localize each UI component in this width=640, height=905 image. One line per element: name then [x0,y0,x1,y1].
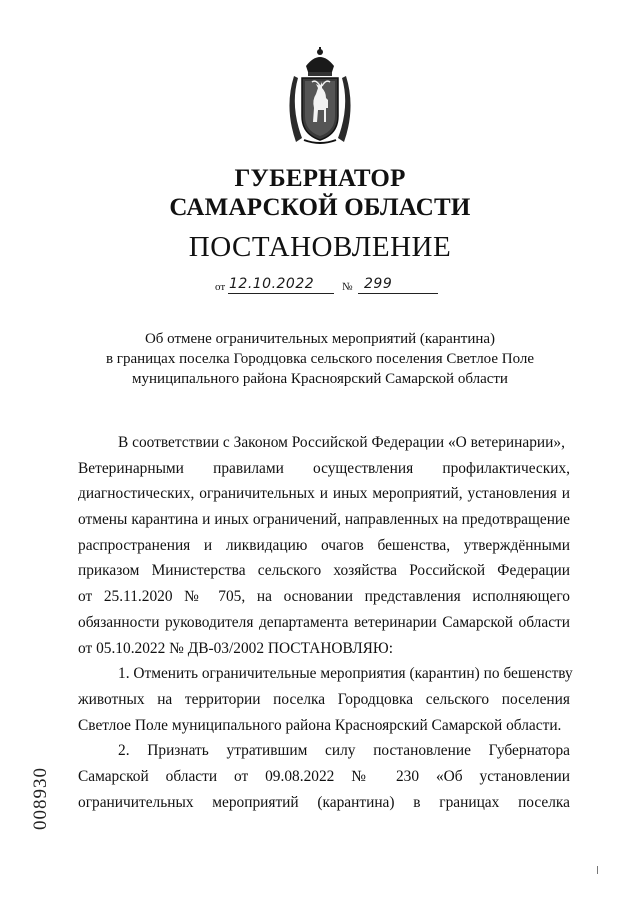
body-line: Светлое Поле муниципального района Красноярский Самарской области. [78,716,562,734]
body-line: обязанности руководителя департамента ветеринарии Самарской области [78,613,570,631]
coat-of-arms-emblem [282,46,358,146]
number-value: 299 [364,276,393,292]
body-line: от 05.10.2022 № ДВ-03/2002 ПОСТАНОВЛЯЮ: [78,639,394,657]
subject-line: в границах поселка Городцовка сельского поселения Светлое Поле [105,351,535,367]
document-type-title: ПОСТАНОВЛЕНИЕ [188,231,452,263]
body-line: Ветеринарными правилами осуществления профилактических, [78,459,570,477]
document-body [78,430,573,815]
body-line: животных на территории поселка Городцовка сельского поселения [78,690,570,708]
body-line: диагностических, ограничительных и иных мероприятий, установления и [78,485,570,503]
number-underline [358,293,438,294]
body-line: отмены карантина и иных ограничений, направленных на предотвращение [78,511,570,529]
body-line: В соответствии с Законом Российской Федерации «О ветеринарии», [118,434,565,451]
authority-title-line1: ГУБЕРНАТОР [234,165,406,192]
date-underline [228,293,334,294]
body-line: от 25.11.2020 № 705, на основании представления исполняющего [78,588,570,606]
body-line: ограничительных мероприятий (карантина) в границах поселка [78,793,570,811]
registry-side-number: 008930 [30,767,51,830]
date-label: от [215,281,226,293]
authority-title-line2: САМАРСКОЙ ОБЛАСТИ [169,194,471,221]
body-line: распространения и ликвидацию очагов бешенства, утверждёнными [78,536,570,554]
scan-mark [597,866,598,874]
body-line: приказом Министерства сельского хозяйства Российской Федерации [78,562,570,580]
registration-row [212,274,442,296]
body-line: Самарской области от 09.08.2022 № 230 «Об установлении [78,767,570,785]
number-label: № [342,281,353,293]
document-subject [60,329,580,389]
subject-line: Об отмене ограничительных мероприятий (карантина) [144,331,496,347]
date-value: 12.10.2022 [229,276,315,292]
body-line: 1. Отменить ограничительные мероприятия (карантин) по бешенству [118,665,573,683]
subject-line: муниципального района Красноярский Самарской области [132,371,508,387]
body-line: 2. Признать утратившим силу постановление Губернатора [118,742,570,760]
